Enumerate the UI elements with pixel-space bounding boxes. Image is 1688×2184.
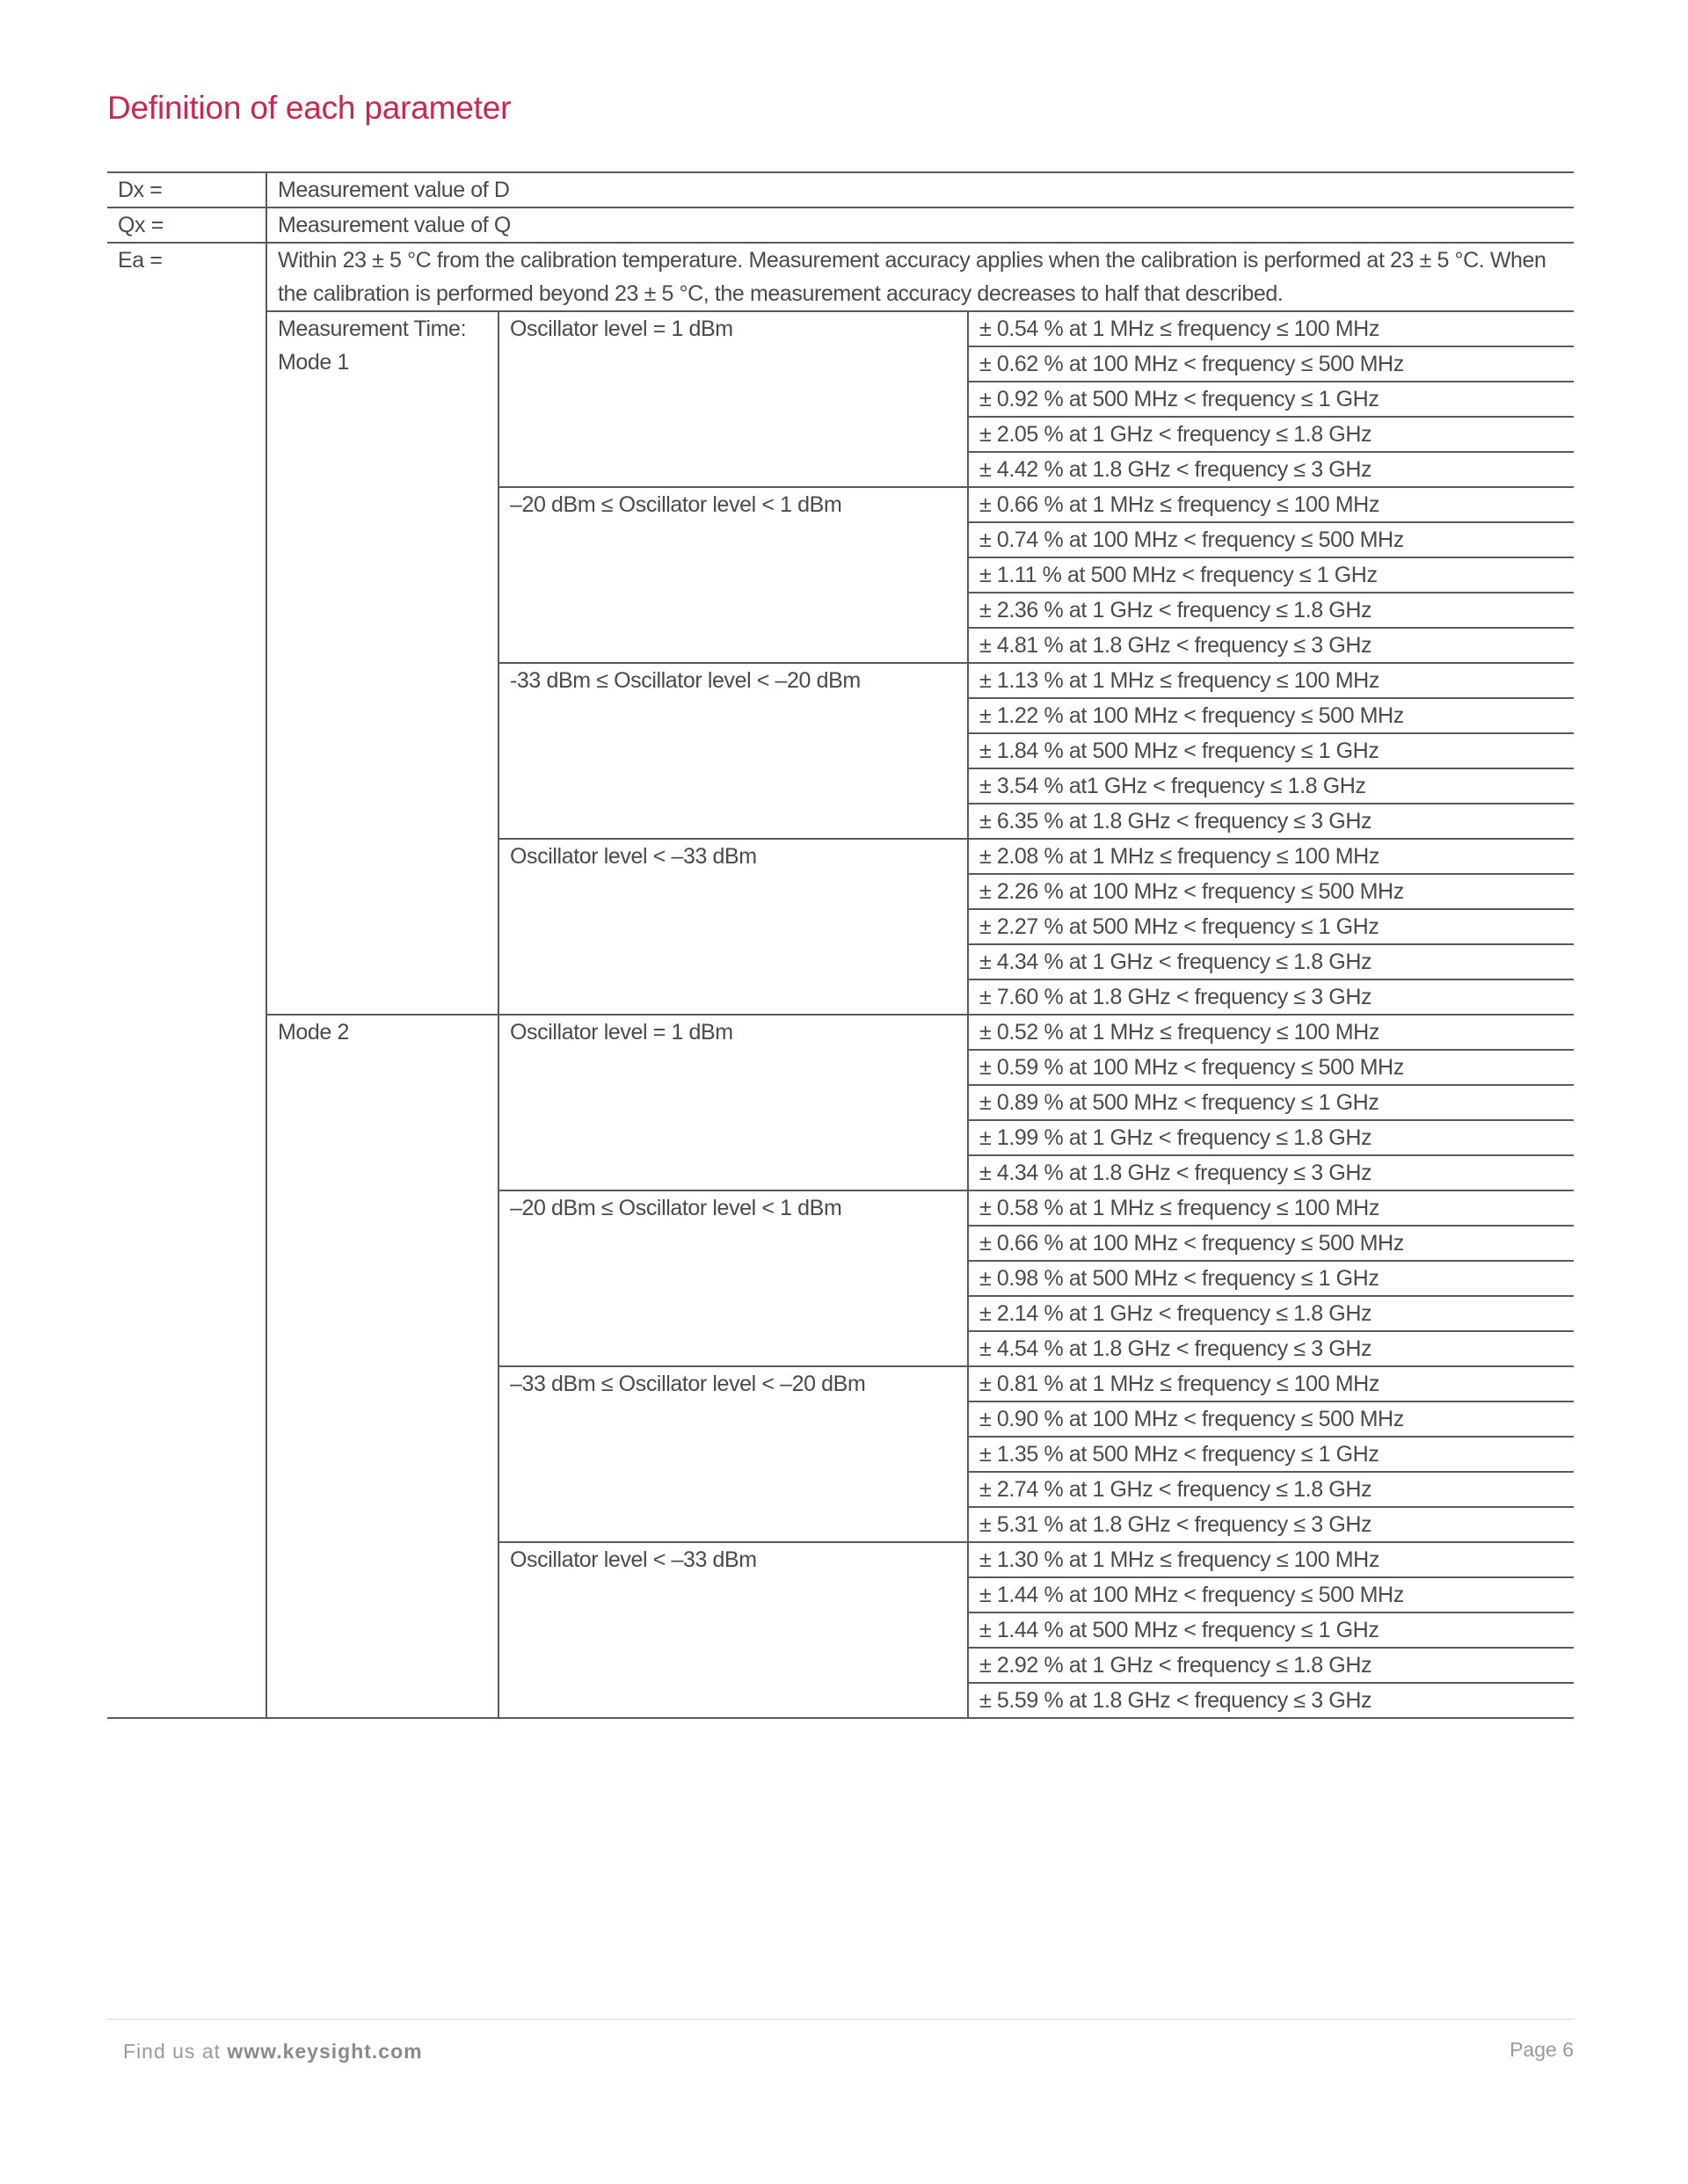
oscillator-level: –20 dBm ≤ Oscillator level < 1 dBm — [498, 1190, 968, 1366]
mode-label-line: Measurement Time: — [278, 317, 467, 341]
accuracy-value: ± 2.14 % at 1 GHz < frequency ≤ 1.8 GHz — [968, 1296, 1574, 1331]
accuracy-value: ± 1.84 % at 500 MHz < frequency ≤ 1 GHz — [968, 733, 1574, 768]
accuracy-value: ± 4.54 % at 1.8 GHz < frequency ≤ 3 GHz — [968, 1331, 1574, 1366]
table-row — [107, 207, 1574, 243]
accuracy-value: ± 1.22 % at 100 MHz < frequency ≤ 500 MHz — [968, 698, 1574, 733]
param-label: Ea = — [107, 243, 266, 1718]
accuracy-value: ± 2.36 % at 1 GHz < frequency ≤ 1.8 GHz — [968, 593, 1574, 628]
footer-divider — [107, 2019, 1574, 2020]
accuracy-value: ± 2.27 % at 500 MHz < frequency ≤ 1 GHz — [968, 909, 1574, 944]
param-description: Measurement value of Q — [266, 207, 1574, 243]
footer-page-number: Page 6 — [1510, 2038, 1574, 2061]
accuracy-value: ± 1.99 % at 1 GHz < frequency ≤ 1.8 GHz — [968, 1120, 1574, 1155]
accuracy-value: ± 4.34 % at 1.8 GHz < frequency ≤ 3 GHz — [968, 1155, 1574, 1190]
oscillator-level: –33 dBm ≤ Oscillator level < –20 dBm — [498, 1366, 968, 1542]
page-title: Definition of each parameter — [107, 90, 512, 126]
accuracy-value: ± 7.60 % at 1.8 GHz < frequency ≤ 3 GHz — [968, 979, 1574, 1015]
accuracy-value: ± 0.52 % at 1 MHz ≤ frequency ≤ 100 MHz — [968, 1015, 1574, 1050]
param-label: Qx = — [107, 207, 266, 243]
param-label: Dx = — [107, 172, 266, 207]
accuracy-value: ± 0.66 % at 1 MHz ≤ frequency ≤ 100 MHz — [968, 487, 1574, 522]
accuracy-value: ± 5.31 % at 1.8 GHz < frequency ≤ 3 GHz — [968, 1507, 1574, 1542]
accuracy-value: ± 0.74 % at 100 MHz < frequency ≤ 500 MHz — [968, 522, 1574, 557]
accuracy-value: ± 1.35 % at 500 MHz < frequency ≤ 1 GHz — [968, 1437, 1574, 1472]
accuracy-value: ± 2.26 % at 100 MHz < frequency ≤ 500 MHz — [968, 874, 1574, 909]
param-description-line: Within 23 ± 5 °C from the calibration temperature. Measurement accuracy applies when the calibration is performed at 23 ± 5 °C. When — [278, 248, 1546, 273]
accuracy-value: ± 3.54 % at1 GHz < frequency ≤ 1.8 GHz — [968, 768, 1574, 804]
accuracy-value: ± 0.81 % at 1 MHz ≤ frequency ≤ 100 MHz — [968, 1366, 1574, 1401]
accuracy-value: ± 0.59 % at 100 MHz < frequency ≤ 500 MHz — [968, 1050, 1574, 1085]
accuracy-value: ± 0.98 % at 500 MHz < frequency ≤ 1 GHz — [968, 1261, 1574, 1296]
accuracy-value: ± 1.30 % at 1 MHz ≤ frequency ≤ 100 MHz — [968, 1542, 1574, 1577]
accuracy-value: ± 1.11 % at 500 MHz < frequency ≤ 1 GHz — [968, 557, 1574, 593]
param-description-line: the calibration is performed beyond 23 ± 5 °C, the measurement accuracy decreases to half that described. — [278, 281, 1284, 306]
param-description: Measurement value of D — [266, 172, 1574, 207]
oscillator-level: Oscillator level = 1 dBm — [498, 311, 968, 487]
accuracy-value: ± 5.59 % at 1.8 GHz < frequency ≤ 3 GHz — [968, 1683, 1574, 1718]
mode-label — [266, 311, 498, 1015]
accuracy-value: ± 1.44 % at 500 MHz < frequency ≤ 1 GHz — [968, 1613, 1574, 1648]
accuracy-value: ± 2.05 % at 1 GHz < frequency ≤ 1.8 GHz — [968, 417, 1574, 452]
table-row — [107, 311, 1574, 346]
footer-site-link[interactable]: www.keysight.com — [227, 2040, 423, 2063]
accuracy-value: ± 2.92 % at 1 GHz < frequency ≤ 1.8 GHz — [968, 1648, 1574, 1683]
table-row — [107, 172, 1574, 207]
accuracy-value: ± 4.42 % at 1.8 GHz < frequency ≤ 3 GHz — [968, 452, 1574, 487]
accuracy-value: ± 4.81 % at 1.8 GHz < frequency ≤ 3 GHz — [968, 628, 1574, 663]
mode-label: Mode 2 — [266, 1015, 498, 1718]
param-description — [266, 243, 1574, 311]
oscillator-level: –20 dBm ≤ Oscillator level < 1 dBm — [498, 487, 968, 663]
accuracy-value: ± 0.89 % at 500 MHz < frequency ≤ 1 GHz — [968, 1085, 1574, 1120]
table-row — [107, 1015, 1574, 1050]
accuracy-value: ± 4.34 % at 1 GHz < frequency ≤ 1.8 GHz — [968, 944, 1574, 979]
accuracy-value: ± 0.62 % at 100 MHz < frequency ≤ 500 MHz — [968, 346, 1574, 382]
footer-site — [123, 2040, 423, 2064]
oscillator-level: Oscillator level < –33 dBm — [498, 1542, 968, 1718]
accuracy-value: ± 0.90 % at 100 MHz < frequency ≤ 500 MHz — [968, 1401, 1574, 1437]
accuracy-value: ± 6.35 % at 1.8 GHz < frequency ≤ 3 GHz — [968, 804, 1574, 839]
accuracy-value: ± 0.54 % at 1 MHz ≤ frequency ≤ 100 MHz — [968, 311, 1574, 346]
oscillator-level: Oscillator level < –33 dBm — [498, 839, 968, 1015]
accuracy-value: ± 0.92 % at 500 MHz < frequency ≤ 1 GHz — [968, 382, 1574, 417]
parameter-definition-table — [107, 171, 1574, 1719]
oscillator-level: Oscillator level = 1 dBm — [498, 1015, 968, 1190]
table-row — [107, 243, 1574, 311]
accuracy-value: ± 2.74 % at 1 GHz < frequency ≤ 1.8 GHz — [968, 1472, 1574, 1507]
accuracy-value: ± 2.08 % at 1 MHz ≤ frequency ≤ 100 MHz — [968, 839, 1574, 874]
mode-label-line: Mode 1 — [278, 350, 349, 375]
accuracy-value: ± 0.66 % at 100 MHz < frequency ≤ 500 MHz — [968, 1226, 1574, 1261]
accuracy-value: ± 1.13 % at 1 MHz ≤ frequency ≤ 100 MHz — [968, 663, 1574, 698]
footer-find-prefix: Find us at — [123, 2040, 228, 2063]
accuracy-value: ± 0.58 % at 1 MHz ≤ frequency ≤ 100 MHz — [968, 1190, 1574, 1226]
accuracy-value: ± 1.44 % at 100 MHz < frequency ≤ 500 MHz — [968, 1577, 1574, 1613]
oscillator-level: -33 dBm ≤ Oscillator level < –20 dBm — [498, 663, 968, 839]
